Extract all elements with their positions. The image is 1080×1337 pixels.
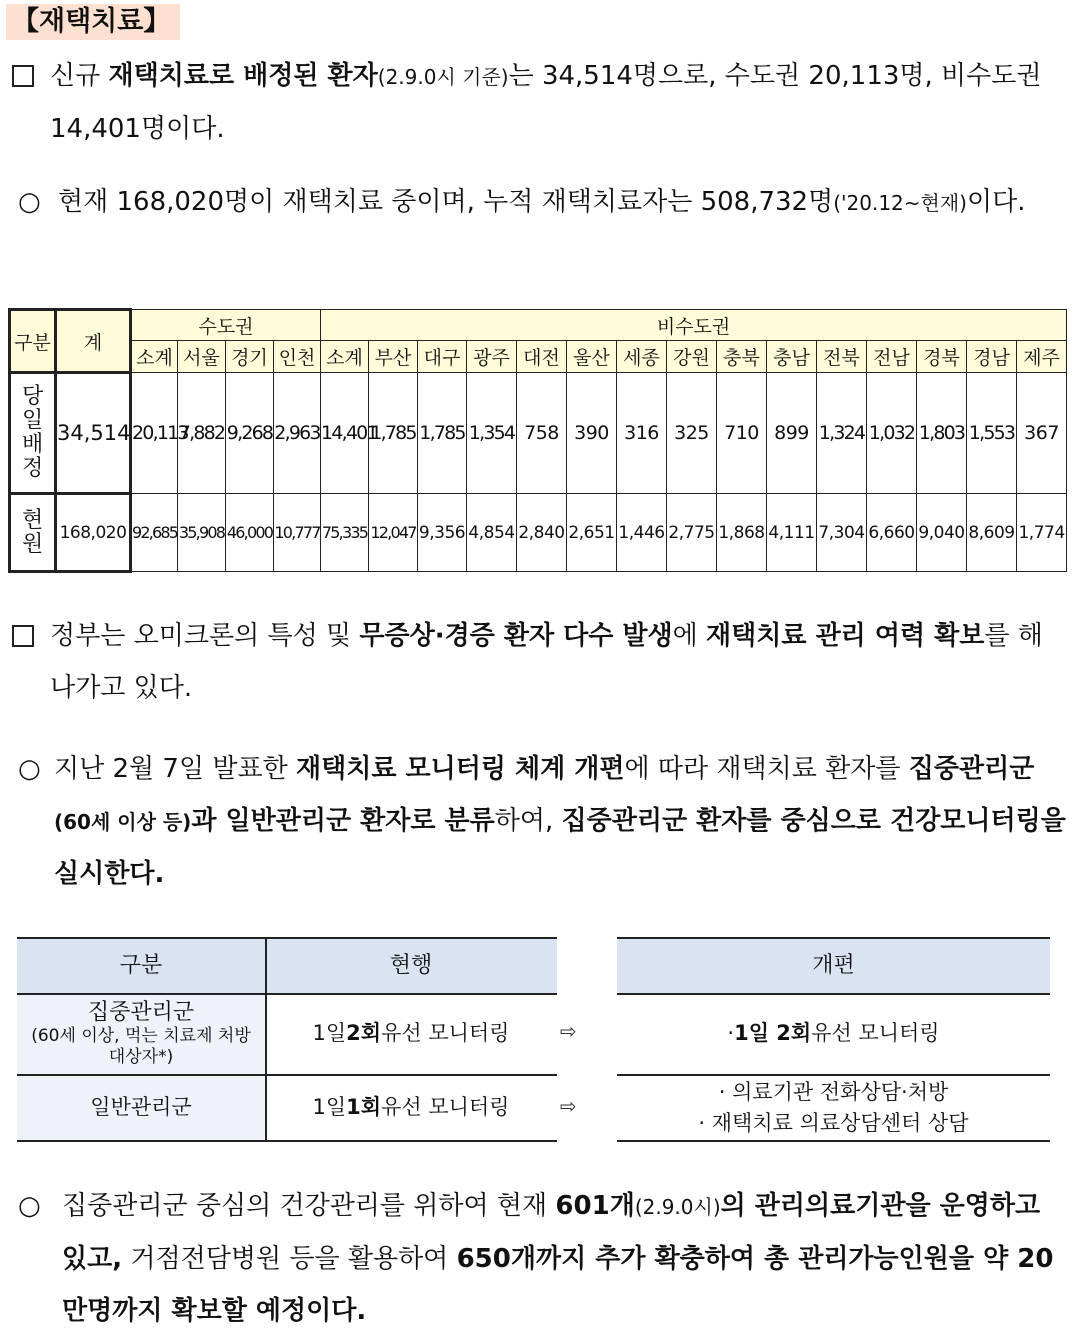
paragraph-new-assigned: 신규 재택치료로 배정된 환자(2.9.0시 기준)는 34,514명으로, 수도권 20,113명, 비수도권 14,401명이다.: [12, 50, 1066, 155]
circle-bullet-icon: ○: [18, 754, 41, 784]
subheader-cell: 경북: [917, 341, 967, 373]
section-title: 【재택치료】: [6, 4, 180, 40]
value-cell: 2,651: [567, 494, 617, 572]
subheader-cell: 경기: [226, 341, 274, 373]
row-total: 168,020: [56, 494, 131, 572]
value-cell: 14,401: [321, 373, 369, 494]
value-cell: 92,685: [131, 494, 178, 572]
value-cell: 1,868: [717, 494, 767, 572]
subheader-cell: 충북: [717, 341, 767, 373]
header-capital-region: 수도권: [131, 310, 321, 341]
subheader-cell: 서울: [178, 341, 226, 373]
subheader-cell: 소계: [321, 341, 369, 373]
circle-bullet-icon: ○: [18, 1191, 41, 1221]
value-cell: 4,854: [467, 494, 517, 572]
value-cell: 1,785: [369, 373, 418, 494]
mon-row2-reform: · 의료기관 전화상담·처방 · 재택치료 의료상담센터 상담: [698, 1079, 969, 1135]
paragraph-management-institutions: ○ 집중관리군 중심의 건강관리를 위하여 현재 601개(2.9.0시)의 관리의료기관을 운영하고 있고, 거점전담병원 등을 활용하여 650개까지 추가 확충하여 총 관리가능인원을 약 20만명까지 확보할 예정이다.: [18, 1180, 1066, 1337]
mon-row1-label: 집중관리군 (60세 이상, 먹는 치료제 처방 대상자*): [17, 993, 265, 1074]
value-cell: 35,908: [178, 494, 226, 572]
checkbox-square-icon: [12, 65, 34, 87]
subheader-cell: 대전: [517, 341, 567, 373]
header-gubun: 구분: [10, 310, 56, 373]
row-label: 현원: [10, 494, 56, 572]
value-cell: 316: [617, 373, 667, 494]
value-cell: 9,268: [226, 373, 274, 494]
value-cell: 9,040: [917, 494, 967, 572]
value-cell: 758: [517, 373, 567, 494]
value-cell: 1,785: [418, 373, 467, 494]
divider: [17, 1140, 557, 1142]
mon-row1-reform: · 1일 2회 유선 모니터링: [727, 1021, 940, 1045]
value-cell: 367: [1017, 373, 1067, 494]
subheader-cell: 강원: [667, 341, 717, 373]
circle-bullet-icon: ○: [18, 187, 41, 217]
value-cell: 2,775: [667, 494, 717, 572]
value-cell: 7,304: [817, 494, 867, 572]
value-cell: 46,000: [226, 494, 274, 572]
right-arrow-icon: ⇨: [560, 1019, 577, 1043]
mon-header-reform: 개편: [617, 937, 1050, 993]
value-cell: 75,335: [321, 494, 369, 572]
subheader-cell: 경남: [967, 341, 1017, 373]
subheader-cell: 전남: [867, 341, 917, 373]
paragraph-government-capacity: 정부는 오미크론의 특성 및 무증상·경증 환자 다수 발생에 재택치료 관리 여력 확보를 해나가고 있다.: [12, 610, 1066, 714]
value-cell: 899: [767, 373, 817, 494]
mon-header-gubun: 구분: [17, 937, 265, 993]
divider: [617, 993, 1050, 995]
value-cell: 1,354: [467, 373, 517, 494]
value-cell: 8,609: [967, 494, 1017, 572]
value-cell: 1,324: [817, 373, 867, 494]
mon-header-current: 현행: [265, 937, 557, 993]
subheader-cell: 인천: [274, 341, 321, 373]
divider: [617, 1074, 1050, 1076]
subheader-cell: 광주: [467, 341, 517, 373]
row-label: 당일배정: [10, 373, 56, 494]
divider: [17, 1074, 557, 1076]
divider: [617, 937, 1050, 939]
mon-row1-current: 1일 2회 유선 모니터링: [312, 1021, 510, 1045]
divider: [17, 993, 557, 995]
value-cell: 1,446: [617, 494, 667, 572]
paragraph-monitoring-reform: ○ 지난 2월 7일 발표한 재택치료 모니터링 체계 개편에 따라 재택치료 환자를 집중관리군(60세 이상 등)과 일반관리군 환자로 분류하여, 집중관리군 환자를 중심으로 건강모니터링을 실시한다.: [18, 743, 1066, 900]
divider: [265, 937, 267, 1141]
paragraph-current-home-treatment: ○ 현재 168,020명이 재택치료 중이며, 누적 재택치료자는 508,732명('20.12~현재)이다.: [18, 176, 1066, 229]
value-cell: 20,113: [131, 373, 178, 494]
subheader-cell: 제주: [1017, 341, 1067, 373]
value-cell: 1,032: [867, 373, 917, 494]
subheader-cell: 부산: [369, 341, 418, 373]
subheader-cell: 전북: [817, 341, 867, 373]
value-cell: 1,803: [917, 373, 967, 494]
value-cell: 7,882: [178, 373, 226, 494]
value-cell: 6,660: [867, 494, 917, 572]
divider: [617, 1140, 1050, 1142]
value-cell: 2,840: [517, 494, 567, 572]
value-cell: 710: [717, 373, 767, 494]
value-cell: 12,047: [369, 494, 418, 572]
header-total: 계: [56, 310, 131, 373]
checkbox-square-icon: [12, 625, 34, 647]
mon-row2-current: 1일 1회 유선 모니터링: [312, 1095, 510, 1119]
value-cell: 1,774: [1017, 494, 1067, 572]
subheader-cell: 대구: [418, 341, 467, 373]
subheader-cell: 충남: [767, 341, 817, 373]
value-cell: 325: [667, 373, 717, 494]
subheader-cell: 울산: [567, 341, 617, 373]
value-cell: 1,553: [967, 373, 1017, 494]
divider: [17, 937, 557, 939]
row-total: 34,514: [56, 373, 131, 494]
subheader-cell: 세종: [617, 341, 667, 373]
header-noncapital-region: 비수도권: [321, 310, 1067, 341]
value-cell: 10,777: [274, 494, 321, 572]
value-cell: 4,111: [767, 494, 817, 572]
mon-row2-label: 일반관리군: [17, 1074, 265, 1141]
value-cell: 9,356: [418, 494, 467, 572]
right-arrow-icon: ⇨: [560, 1094, 577, 1118]
subheader-cell: 소계: [131, 341, 178, 373]
home-treatment-stats-table: [8, 308, 1067, 573]
value-cell: 390: [567, 373, 617, 494]
value-cell: 2,963: [274, 373, 321, 494]
monitoring-comparison-table: [17, 937, 1052, 1142]
